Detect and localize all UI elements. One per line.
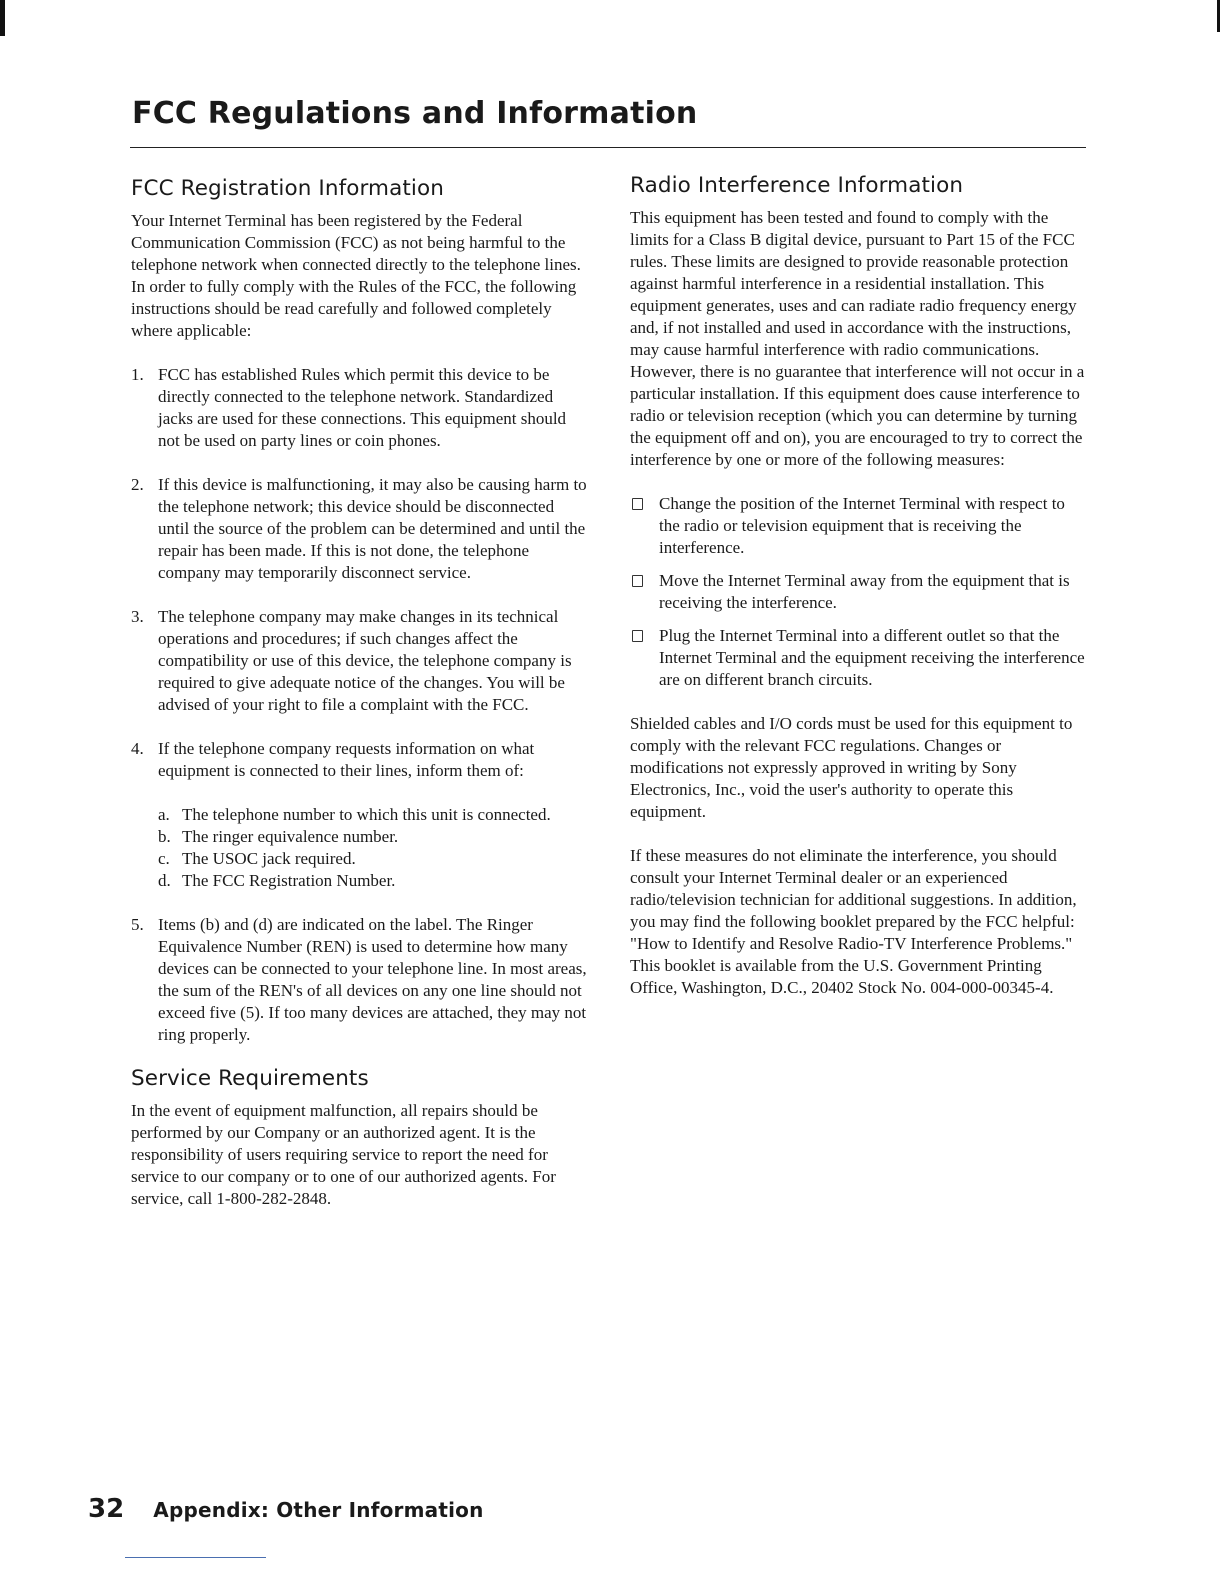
registration-intro: Your Internet Terminal has been registered by the Federal Communication Commission (FCC) as not being harmful to the telephone network when connected directly to the telephone lines. In order to fully comply with the Rules of the FCC, the following instructions should be read carefully and followed completely where applicable: [131, 211, 581, 340]
list-number: 2. [131, 475, 144, 494]
radio-heading: Radio Interference Information [630, 173, 964, 198]
sub-list-letter: d. [158, 871, 171, 890]
scan-edge-mark-left [0, 0, 5, 36]
page-title: FCC Regulations and Information [132, 96, 698, 131]
list-item [131, 738, 589, 892]
sub-list-item [158, 848, 589, 870]
scan-edge-mark-right [1217, 0, 1220, 32]
list-item [131, 474, 589, 584]
sub-list [158, 804, 589, 892]
list-text: If the telephone company requests information on what equipment is connected to their lines, inform them of: [158, 739, 535, 780]
list-item [131, 606, 589, 716]
measure-item [630, 493, 1088, 559]
sub-list-letter: c. [158, 849, 170, 868]
list-number: 1. [131, 365, 144, 384]
shielded-cables-text: Shielded cables and I/O cords must be used for this equipment to comply with the relevant FCC regulations. Changes or modifications not expressly approved in writing by Sony Electronics, Inc., void the user's authority to operate this equipment. [630, 714, 1073, 821]
sub-list-item [158, 826, 589, 848]
sub-list-text: The telephone number to which this unit is connected. [182, 805, 551, 824]
sub-list-text: The ringer equivalence number. [182, 827, 399, 846]
measures-list [630, 493, 1088, 691]
list-text: If this device is malfunctioning, it may also be causing harm to the telephone network; this device should be disconnected until the source of the problem can be determined and until the repair has been made. If this is not done, the telephone company may temporarily disconnect service. [158, 475, 587, 582]
sub-list-text: The FCC Registration Number. [182, 871, 396, 890]
sub-list-letter: a. [158, 805, 170, 824]
service-section [131, 1068, 589, 1210]
sub-list-text: The USOC jack required. [182, 849, 356, 868]
left-column [131, 178, 589, 1210]
checkbox-icon [632, 630, 643, 642]
page-footer [88, 1494, 484, 1524]
list-text: Items (b) and (d) are indicated on the label. The Ringer Equivalence Number (REN) is used to determine how many devices can be connected to your telephone line. In most areas, the sum of the REN's of all devices on any one line should not exceed five (5). If too many devices are attached, they may not ring properly. [158, 915, 587, 1044]
measure-text: Plug the Internet Terminal into a different outlet so that the Internet Terminal and the equipment receiving the interference are on different branch circuits. [659, 626, 1085, 689]
footer-section-label: Appendix: Other Information [153, 1498, 484, 1522]
sub-list-item [158, 870, 589, 892]
registration-list [131, 364, 589, 1046]
list-number: 4. [131, 739, 144, 758]
radio-intro: This equipment has been tested and found to comply with the limits for a Class B digital device, pursuant to Part 15 of the FCC rules. These limits are designed to provide reasonable protection against harmful interference in a residential installation. This equipment generates, uses and can radiate radio frequency energy and, if not installed and used in accordance with the instructions, may cause harmful interference with radio communications. However, there is no guarantee that interference will not occur in a particular installation. If this equipment does cause interference to radio or television reception (which you can determine by turning the equipment off and on), you are encouraged to try to correct the interference by one or more of the following measures: [630, 208, 1085, 469]
list-item [131, 364, 589, 452]
page-number: 32 [88, 1494, 125, 1524]
checkbox-icon [632, 498, 643, 510]
list-text: The telephone company may make changes in its technical operations and procedures; if such changes affect the compatibility or use of this device, the telephone company is required to give adequate notice of the changes. You will be advised of your right to file a complaint with the FCC. [158, 607, 572, 714]
list-text: FCC has established Rules which permit this device to be directly connected to the telephone network. Standardized jacks are used for these connections. This equipment should not be used on party lines or coin phones. [158, 365, 567, 450]
sub-list-item [158, 804, 589, 826]
measure-item [630, 625, 1088, 691]
checkbox-icon [632, 575, 643, 587]
measure-text: Change the position of the Internet Terminal with respect to the radio or television equipment that is receiving the interference. [659, 494, 1065, 557]
measure-item [630, 570, 1088, 614]
list-number: 3. [131, 607, 144, 626]
radio-closing-text: If these measures do not eliminate the interference, you should consult your Internet Terminal dealer or an experienced radio/television technician for additional suggestions. In addition, you may find the following booklet prepared by the FCC helpful: "How to Identify and Resolve Radio-TV Interference Problems." This booklet is available from the U.S. Government Printing Office, Washington, D.C., 20402 Stock No. 004-000-00345-4. [630, 846, 1077, 997]
registration-heading: FCC Registration Information [131, 176, 444, 201]
list-item [131, 914, 589, 1046]
service-heading: Service Requirements [131, 1066, 369, 1091]
service-text: In the event of equipment malfunction, all repairs should be performed by our Company or an authorized agent. It is the responsibility of users requiring service to report the need for service to our company or to one of our authorized agents. For service, call 1-800-282-2848. [131, 1101, 556, 1208]
list-number: 5. [131, 915, 144, 934]
measure-text: Move the Internet Terminal away from the equipment that is receiving the interference. [659, 571, 1070, 612]
footer-divider [125, 1557, 266, 1558]
title-divider [130, 147, 1086, 148]
sub-list-letter: b. [158, 827, 171, 846]
right-column [630, 175, 1088, 999]
